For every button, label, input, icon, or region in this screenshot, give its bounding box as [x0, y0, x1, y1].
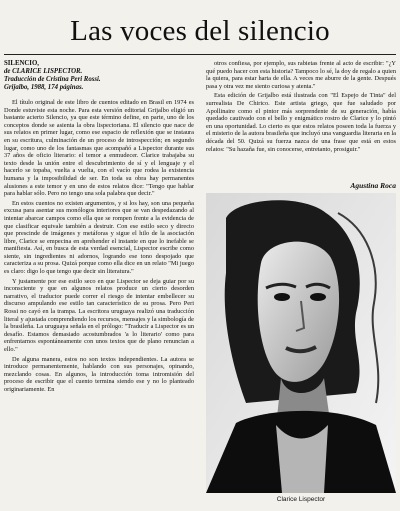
right-paragraph: Esta edición de Grijalbo está ilustrada con "El Espejo de Tinta" del surrealista De Chirico. Este artista griego, que fue saludado por Apollinaire como el pintor más sorprendente de su generación, había quedado cautivado con el bello y enigmático rostro de Clarice y lo pintó en una oportunidad. Lo cierto es que estos relatos poseen toda la fuerza y el misterio de la autora brasileña que incluyó una vanguardia literaria en la década del 50. Quizá su fuerza nazca de una frase que está en estos relatos: "Su hazaña fue, sin conocerse, entretanto, prosiguir.": [206, 92, 396, 153]
review-signature: Agustina Roca: [350, 181, 396, 190]
left-column: [4, 60, 194, 508]
left-paragraph: Y justamente por ese estilo seco en que Lispector se deja guiar por su inconsciente y que en algunos relatos produce un cierto desorden narrativo, el traductor puede correr el riesgo de intentar embellecer su discurso ampulando ese estilo tan característico de su prosa. Pero Peri Rossi no cayó en la trampa. La escritora uruguaya realizó una traducción literal y ajustada comprendiendo los recursos, mensajes y la simbología de la brasileña. La uruguaya señala en el prólogo: "Traducir a Lispector es un desafío. Estamos demasiado acostumbrados 'a lo literario' como para enfrentarnos espontáneamente con unos textos que de plano renuncian a ello.": [4, 277, 194, 353]
left-paragraph: En estos cuentos no existen argumentos, y si los hay, son una pequeña excusa para asentar sus monólogos interiores que se van despedazando al intentar abarcar campos como ella que se rompen frente a la evidencia de que clasificar equivale también a destruir. Con ese estilo seco y directo que prescinde de imágenes y metáforas y sigue el hilo de la asociación libre, Clarice se empecina en aprehender el instante en que lo inefable se manifiesta. Así, en busca de esta verdad esencial, Lispector escribe como siente, sin ingredientes ni adornos, logrando ese tono despojado que caracteriza a su prosa. Quizá porque como ella dice en un relato "Mi juego es claro: digo lo que tengo que decir sin literatura.": [4, 199, 194, 276]
right-paragraph: otros confiesa, por ejemplo, sus rabietas frente al acto de escribir: "¿Y qué puedo hacer con esta historia? Tampoco lo sé, la doy de regalo a quien la quiera, para estar harta de ella. A veces me aburre de la gente. Después pasa y otra vez me siento curiosa y atenta.": [206, 60, 396, 90]
right-column: [206, 60, 396, 180]
headline-rule: [4, 54, 396, 55]
book-credits: [4, 60, 194, 92]
book-translation: Traducción de Cristina Peri Rossi.: [4, 76, 101, 83]
book-publisher: Grijalbo, 1988, 174 páginas.: [4, 84, 84, 91]
left-paragraph: De alguna manera, estos no son textos independientes. La autora se introduce permanentemente, hablando con sus personajes, opinando, mezclando cosas. En algunos, la introducción toma intromisión del proceso de escribir que el cuento termina siendo ese y no lo planteado originariamente. En: [4, 355, 194, 393]
portrait-illustration: [206, 193, 396, 493]
headline: Las voces del silencio: [70, 15, 330, 47]
author-portrait-photo: [206, 193, 396, 493]
photo-caption: Clarice Lispector: [276, 496, 326, 503]
book-title: SILENCIO,: [4, 60, 39, 67]
book-author: de CLARICE LISPECTOR.: [4, 68, 83, 75]
left-paragraph: El título original de este libro de cuentos editado en Brasil en 1974 es Donde estuviste esta noche. Para esta versión editorial Grijalbo eligió un bastante acierto Silencio, ya que este término define, en parte, uno de los conceptos donde se asienta la obra lispectoriana. El silencio que nace de sus relatos en primer lugar, como ese espacio de reflexión que se instaura en su escritura, culminación de un proceso de introspección; en segundo lugar, como uno de los fantasmas que acompañó a Lispector durante sus 37 años de oficio literario: el temor a enmudecer. Clarice trabajaba su texto desde la unión entre el descubrimiento de sí y el lenguaje y el hacerlo se topaba, vuelta a vuelta, con el vacío que rodea la existencia humana y la imposibilidad de ser. En toda su obra hay permanentes alusiones a este temor y en uno de estos relatos dice: "Tengo que hablar para hablar sólo. Pero no tengo una sola palabra que decir.": [4, 99, 194, 198]
